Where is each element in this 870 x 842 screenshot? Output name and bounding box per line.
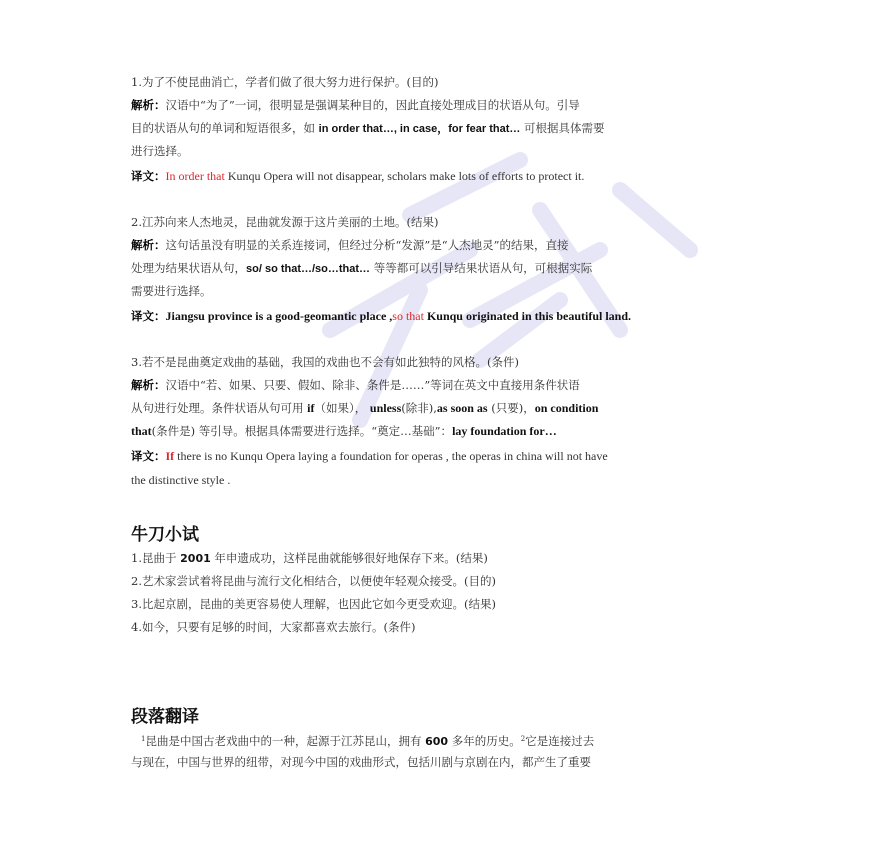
paragraph-text: 它是连接过去 (525, 734, 595, 748)
english-phrases: so/ so that…/so…that… (246, 263, 371, 275)
practice-text: 年申遗成功，这样昆曲就能够很好地保存下来。(结果) (210, 551, 488, 565)
analysis-text: 这句话虽没有明显的关系连接词，但经过分析“发源”是“人杰地灵”的结果，直接 (165, 238, 569, 252)
example-3-analysis-end (131, 423, 557, 439)
example-2-analysis-cont (131, 260, 592, 277)
translation-label: 译文： (131, 309, 166, 323)
example-1-sentence: 1.为了不使昆曲消亡，学者们做了很大努力进行保护。(目的) (131, 75, 439, 89)
analysis-text: (除非), (401, 401, 437, 415)
analysis-text: 等等都可以引导结果状语从句，可根据实际 (370, 261, 593, 275)
sentence-number: 1 (141, 735, 146, 743)
analysis-text: 目的状语从句的单词和短语很多，如 (131, 121, 319, 135)
example-3-analysis (131, 377, 580, 393)
example-3-translation-cont (131, 472, 230, 488)
english-word: if (307, 401, 315, 415)
analysis-text: 汉语中“若、如果、只要、假如、除非、条件是……”等词在英文中直接用条件状语 (165, 378, 580, 392)
example-3-translation (131, 448, 608, 464)
translation-text: the distinctive style . (131, 473, 231, 487)
highlighted-conjunction: In order that (165, 169, 225, 183)
translation-label: 译文： (131, 169, 166, 183)
practice-text: 1.昆曲于 (131, 551, 181, 565)
analysis-text: 可根据具体需要 (520, 121, 605, 135)
analysis-label: 解析： (131, 378, 166, 392)
analysis-text: 处理为结果状语从句， (131, 261, 246, 275)
watermark-stroke (620, 190, 690, 250)
analysis-label: 解析： (131, 98, 166, 112)
example-2-analysis (131, 237, 569, 253)
practice-item: 4.如今，只要有足够的时间，大家都喜欢去旅行。(条件) (131, 620, 416, 634)
paragraph-text: 昆曲是中国古老戏曲中的一种，起源于江苏昆山，拥有 (145, 734, 426, 748)
example-1-analysis-cont (131, 120, 605, 137)
practice-item: 3.比起京剧，昆曲的美更容易使人理解，也因此它如今更受欢迎。(结果) (131, 597, 496, 611)
sentence-number: 2 (520, 735, 526, 743)
example-2-sentence: 2.江苏向来人杰地灵，昆曲就发源于这片美丽的土地。(结果) (131, 215, 439, 229)
paragraph-line: 与现在，中国与世界的纽带，对现今中国的戏曲形式，包括川剧与京剧在内，都产生了重要 (131, 755, 591, 769)
translation-text: Kunqu originated in this beautiful land. (423, 309, 632, 323)
analysis-label: 解析： (131, 238, 166, 252)
english-word: unless (369, 401, 402, 415)
highlighted-conjunction: so that (392, 309, 424, 323)
example-3-analysis-cont (131, 400, 598, 416)
paragraph-text: 多年的历史。 (448, 734, 521, 748)
analysis-text: 汉语中“为了”一词，很明显是强调某种目的，因此直接处理成目的状语从句。引导 (165, 98, 580, 112)
practice-item (131, 550, 488, 567)
analysis-text: (条件是) 等引导。根据具体需要进行选择。“奠定…基础”： (151, 424, 453, 438)
translation-text: Kunqu Opera will not disappear, scholars make lots of efforts to protect it. (224, 169, 585, 183)
practice-item: 2.艺术家尝试着将昆曲与流行文化相结合，以便使年轻观众接受。(目的) (131, 574, 496, 588)
analysis-text: （如果）， (314, 401, 370, 415)
translation-label: 译文： (131, 449, 166, 463)
english-word: as soon as (436, 401, 488, 415)
paragraph-heading: 段落翻译 (131, 707, 199, 727)
english-word: that (131, 424, 152, 438)
highlighted-conjunction: If (165, 449, 175, 463)
example-3-sentence: 3.若不是昆曲奠定戏曲的基础，我国的戏曲也不会有如此独特的风格。(条件) (131, 355, 519, 369)
example-2-analysis-end: 需要进行选择。 (131, 284, 212, 298)
analysis-text: 从句进行处理。条件状语从句可用 (131, 401, 308, 415)
paragraph-number: 600 (425, 735, 449, 748)
translation-text: there is no Kunqu Opera laying a foundation for operas , the operas in china will not have (174, 449, 608, 463)
analysis-text: (只要)， (487, 401, 535, 415)
english-phrases: in order that…, in case，for fear that… (318, 123, 521, 135)
translation-text: Jiangsu province is a good-geomantic place , (165, 309, 393, 323)
example-1-translation (131, 168, 584, 184)
example-1-analysis (131, 97, 580, 113)
english-word: on condition (534, 401, 599, 415)
practice-number: 2001 (180, 552, 211, 565)
english-phrases: lay foundation for… (452, 424, 557, 438)
practice-heading: 牛刀小试 (131, 525, 199, 545)
example-2-translation (131, 308, 631, 324)
paragraph-line (141, 731, 594, 750)
example-1-analysis-end: 进行选择。 (131, 144, 189, 158)
